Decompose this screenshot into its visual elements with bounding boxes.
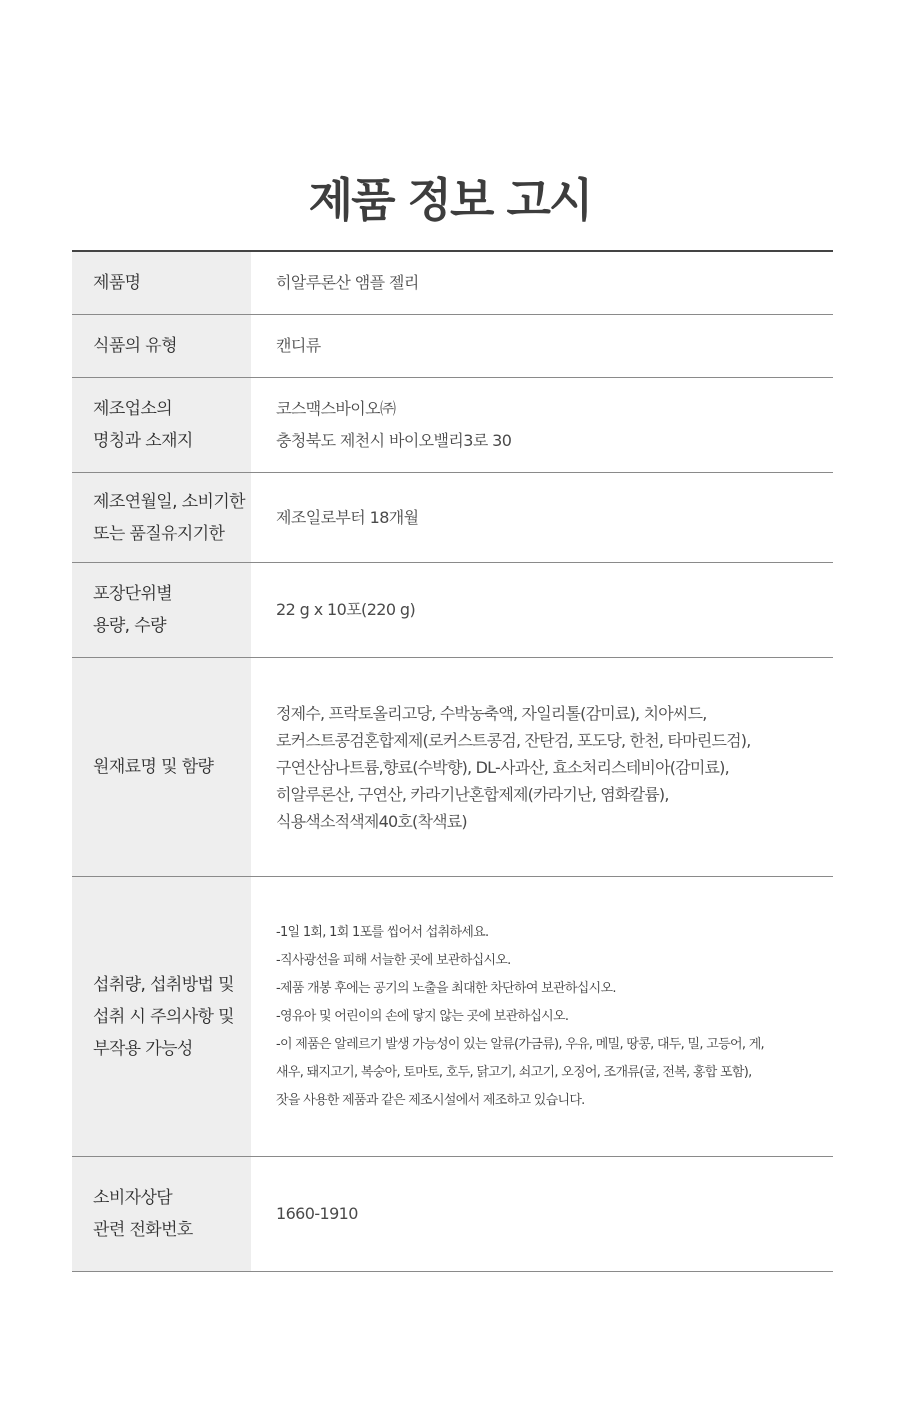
label-text: 섭취 시 주의사항 및 — [93, 1006, 234, 1027]
value-text: 제조일로부터 18개월 — [276, 507, 419, 527]
row-label — [72, 252, 251, 314]
row-value — [251, 473, 833, 562]
row-ingredients — [72, 658, 833, 877]
label-text: 소비자상담 — [93, 1188, 173, 1208]
label-text: 또는 품질유지기한 — [93, 523, 225, 544]
value-text: -이 제품은 알레르기 발생 가능성이 있는 알류(가금류), 우유, 메밀, 땅콩, 대두, 밀, 고등어, 게, — [276, 1036, 764, 1052]
label-text: 명칭과 소재지 — [93, 431, 193, 451]
value-text: -영유아 및 어린이의 손에 닿지 않는 곳에 보관하십시오. — [276, 1008, 569, 1024]
value-text: 충청북도 제천시 바이오밸리3로 30 — [276, 431, 512, 450]
row-value — [251, 378, 833, 472]
label-text: 원재료명 및 함량 — [93, 757, 214, 777]
row-value — [251, 658, 833, 876]
page-title: 제품 정보 고시 — [308, 173, 592, 227]
row-product-name — [72, 252, 833, 315]
phone-number: 1660-1910 — [276, 1204, 358, 1223]
row-consumer-service — [72, 1157, 833, 1272]
label-text: 용량, 수량 — [93, 616, 166, 636]
row-intake-precautions — [72, 877, 833, 1157]
value-text: 식용색소적색제40호(착색료) — [276, 811, 467, 831]
product-info-table — [72, 250, 833, 1272]
label-text: 제품명 — [93, 273, 141, 293]
value-text: 로커스트콩검혼합제제(로커스트콩검, 잔탄검, 포도당, 한천, 타마린드검), — [276, 730, 751, 750]
label-text: 관련 전화번호 — [93, 1220, 193, 1240]
value-text: 22 g x 10포(220 g) — [276, 600, 416, 619]
label-text: 제조연월일, 소비기한 — [93, 491, 246, 512]
value-text: 캔디류 — [276, 336, 321, 355]
row-expiry — [72, 473, 833, 563]
row-label — [72, 378, 251, 472]
row-value — [251, 1157, 833, 1271]
row-manufacturer — [72, 378, 833, 473]
label-text: 포장단위별 — [93, 584, 173, 604]
row-food-type — [72, 315, 833, 378]
value-text: -1일 1회, 1회 1포를 씹어서 섭취하세요. — [276, 924, 489, 940]
row-label — [72, 473, 251, 562]
label-text: 식품의 유형 — [93, 336, 177, 356]
value-text: -직사광선을 피해 서늘한 곳에 보관하십시오. — [276, 952, 511, 968]
value-text: 새우, 돼지고기, 복숭아, 토마토, 호두, 닭고기, 쇠고기, 오징어, 조개류(굴, 전복, 홍합 포함), — [276, 1064, 752, 1080]
label-text: 섭취량, 섭취방법 및 — [93, 974, 234, 995]
row-value — [251, 877, 833, 1156]
value-text: 구연산삼나트륨,향료(수박향), DL-사과산, 효소처리스테비아(감미료), — [276, 757, 729, 777]
value-text: 히알루론산 앰플 젤리 — [276, 273, 419, 292]
value-text: 코스맥스바이오㈜ — [276, 399, 396, 418]
row-label — [72, 563, 251, 657]
row-packaging — [72, 563, 833, 658]
value-text: -제품 개봉 후에는 공기의 노출을 최대한 차단하여 보관하십시오. — [276, 980, 616, 996]
row-label — [72, 877, 251, 1156]
row-label — [72, 658, 251, 876]
row-label — [72, 1157, 251, 1271]
value-text: 히알루론산, 구연산, 카라기난혼합제제(카라기난, 염화칼륨), — [276, 784, 669, 804]
label-text: 제조업소의 — [93, 399, 173, 419]
value-text: 정제수, 프락토올리고당, 수박농축액, 자일리톨(감미료), 치아씨드, — [276, 703, 707, 723]
value-text: 잣을 사용한 제품과 같은 제조시설에서 제조하고 있습니다. — [276, 1092, 585, 1108]
row-value — [251, 315, 833, 377]
row-label — [72, 315, 251, 377]
label-text: 부작용 가능성 — [93, 1038, 193, 1059]
row-value — [251, 563, 833, 657]
row-value — [251, 252, 833, 314]
